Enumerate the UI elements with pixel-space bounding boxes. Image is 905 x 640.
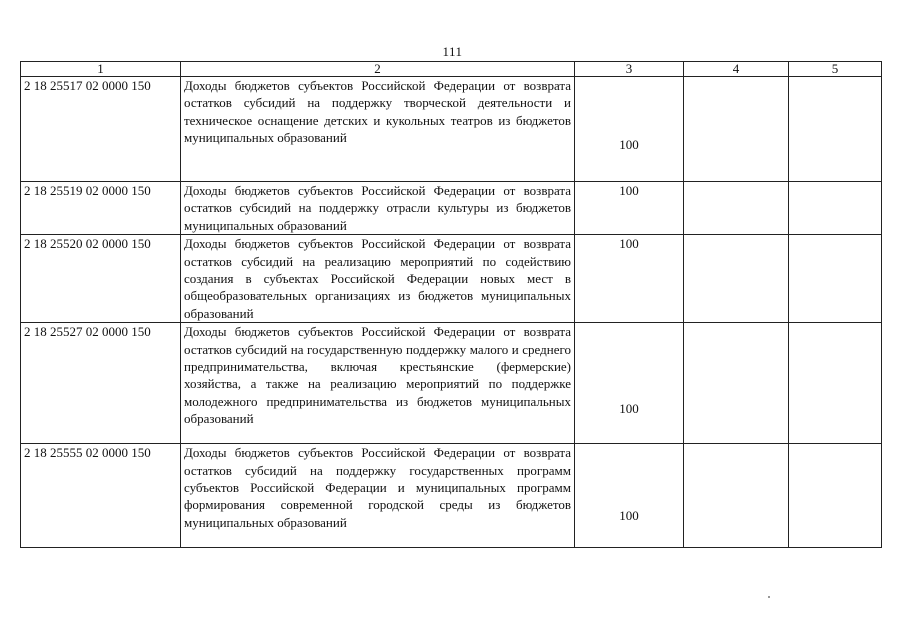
header-row xyxy=(21,62,882,77)
table-row xyxy=(21,182,882,235)
column-header-3: 3 xyxy=(575,62,684,77)
column-header-2: 2 xyxy=(181,62,575,77)
column-4-cell xyxy=(684,235,789,323)
column-5-cell xyxy=(789,444,882,548)
budget-code: 2 18 25527 02 0000 150 xyxy=(21,323,181,444)
amount: 100 xyxy=(575,444,684,548)
column-4-cell xyxy=(684,323,789,444)
column-5-cell xyxy=(789,235,882,323)
budget-table xyxy=(20,61,882,548)
table-row xyxy=(21,235,882,323)
budget-code: 2 18 25555 02 0000 150 xyxy=(21,444,181,548)
description: Доходы бюджетов субъектов Российской Федерации от возврата остатков субсидий на поддержку творческой деятельности и техническое оснащение детских и кукольных театров из бюджетов муниципальных образований xyxy=(181,77,575,182)
column-5-cell xyxy=(789,77,882,182)
scan-speck xyxy=(768,596,770,598)
budget-code: 2 18 25519 02 0000 150 xyxy=(21,182,181,235)
table-row xyxy=(21,77,882,182)
page-number: 111 xyxy=(442,44,463,59)
column-4-cell xyxy=(684,77,789,182)
amount: 100 xyxy=(575,235,684,323)
column-4-cell xyxy=(684,182,789,235)
column-5-cell xyxy=(789,182,882,235)
column-4-cell xyxy=(684,444,789,548)
column-header-5: 5 xyxy=(789,62,882,77)
table-row xyxy=(21,323,882,444)
description: Доходы бюджетов субъектов Российской Федерации от возврата остатков субсидий на реализацию мероприятий по содействию создания в субъектах Российской Федерации новых мест в общеобразовательных организациях из бюджетов муниципальных образований xyxy=(181,235,575,323)
budget-code: 2 18 25517 02 0000 150 xyxy=(21,77,181,182)
amount: 100 xyxy=(575,323,684,444)
table-row xyxy=(21,444,882,548)
column-header-1: 1 xyxy=(21,62,181,77)
description: Доходы бюджетов субъектов Российской Федерации от возврата остатков субсидий на государственную поддержку малого и среднего предпринимательства, включая крестьянские (фермерские) хозяйства, а также на реализацию мероприятий по поддержке молодежного предпринимательства из бюджетов муниципальных образований xyxy=(181,323,575,444)
amount: 100 xyxy=(575,77,684,182)
column-header-4: 4 xyxy=(684,62,789,77)
description: Доходы бюджетов субъектов Российской Федерации от возврата остатков субсидий на поддержку государственных программ субъектов Российской Федерации и муниципальных программ формирования современной городской среды из бюджетов муниципальных образований xyxy=(181,444,575,548)
column-5-cell xyxy=(789,323,882,444)
budget-code: 2 18 25520 02 0000 150 xyxy=(21,235,181,323)
amount: 100 xyxy=(575,182,684,235)
description: Доходы бюджетов субъектов Российской Федерации от возврата остатков субсидий на поддержку отрасли культуры из бюджетов муниципальных образований xyxy=(181,182,575,235)
